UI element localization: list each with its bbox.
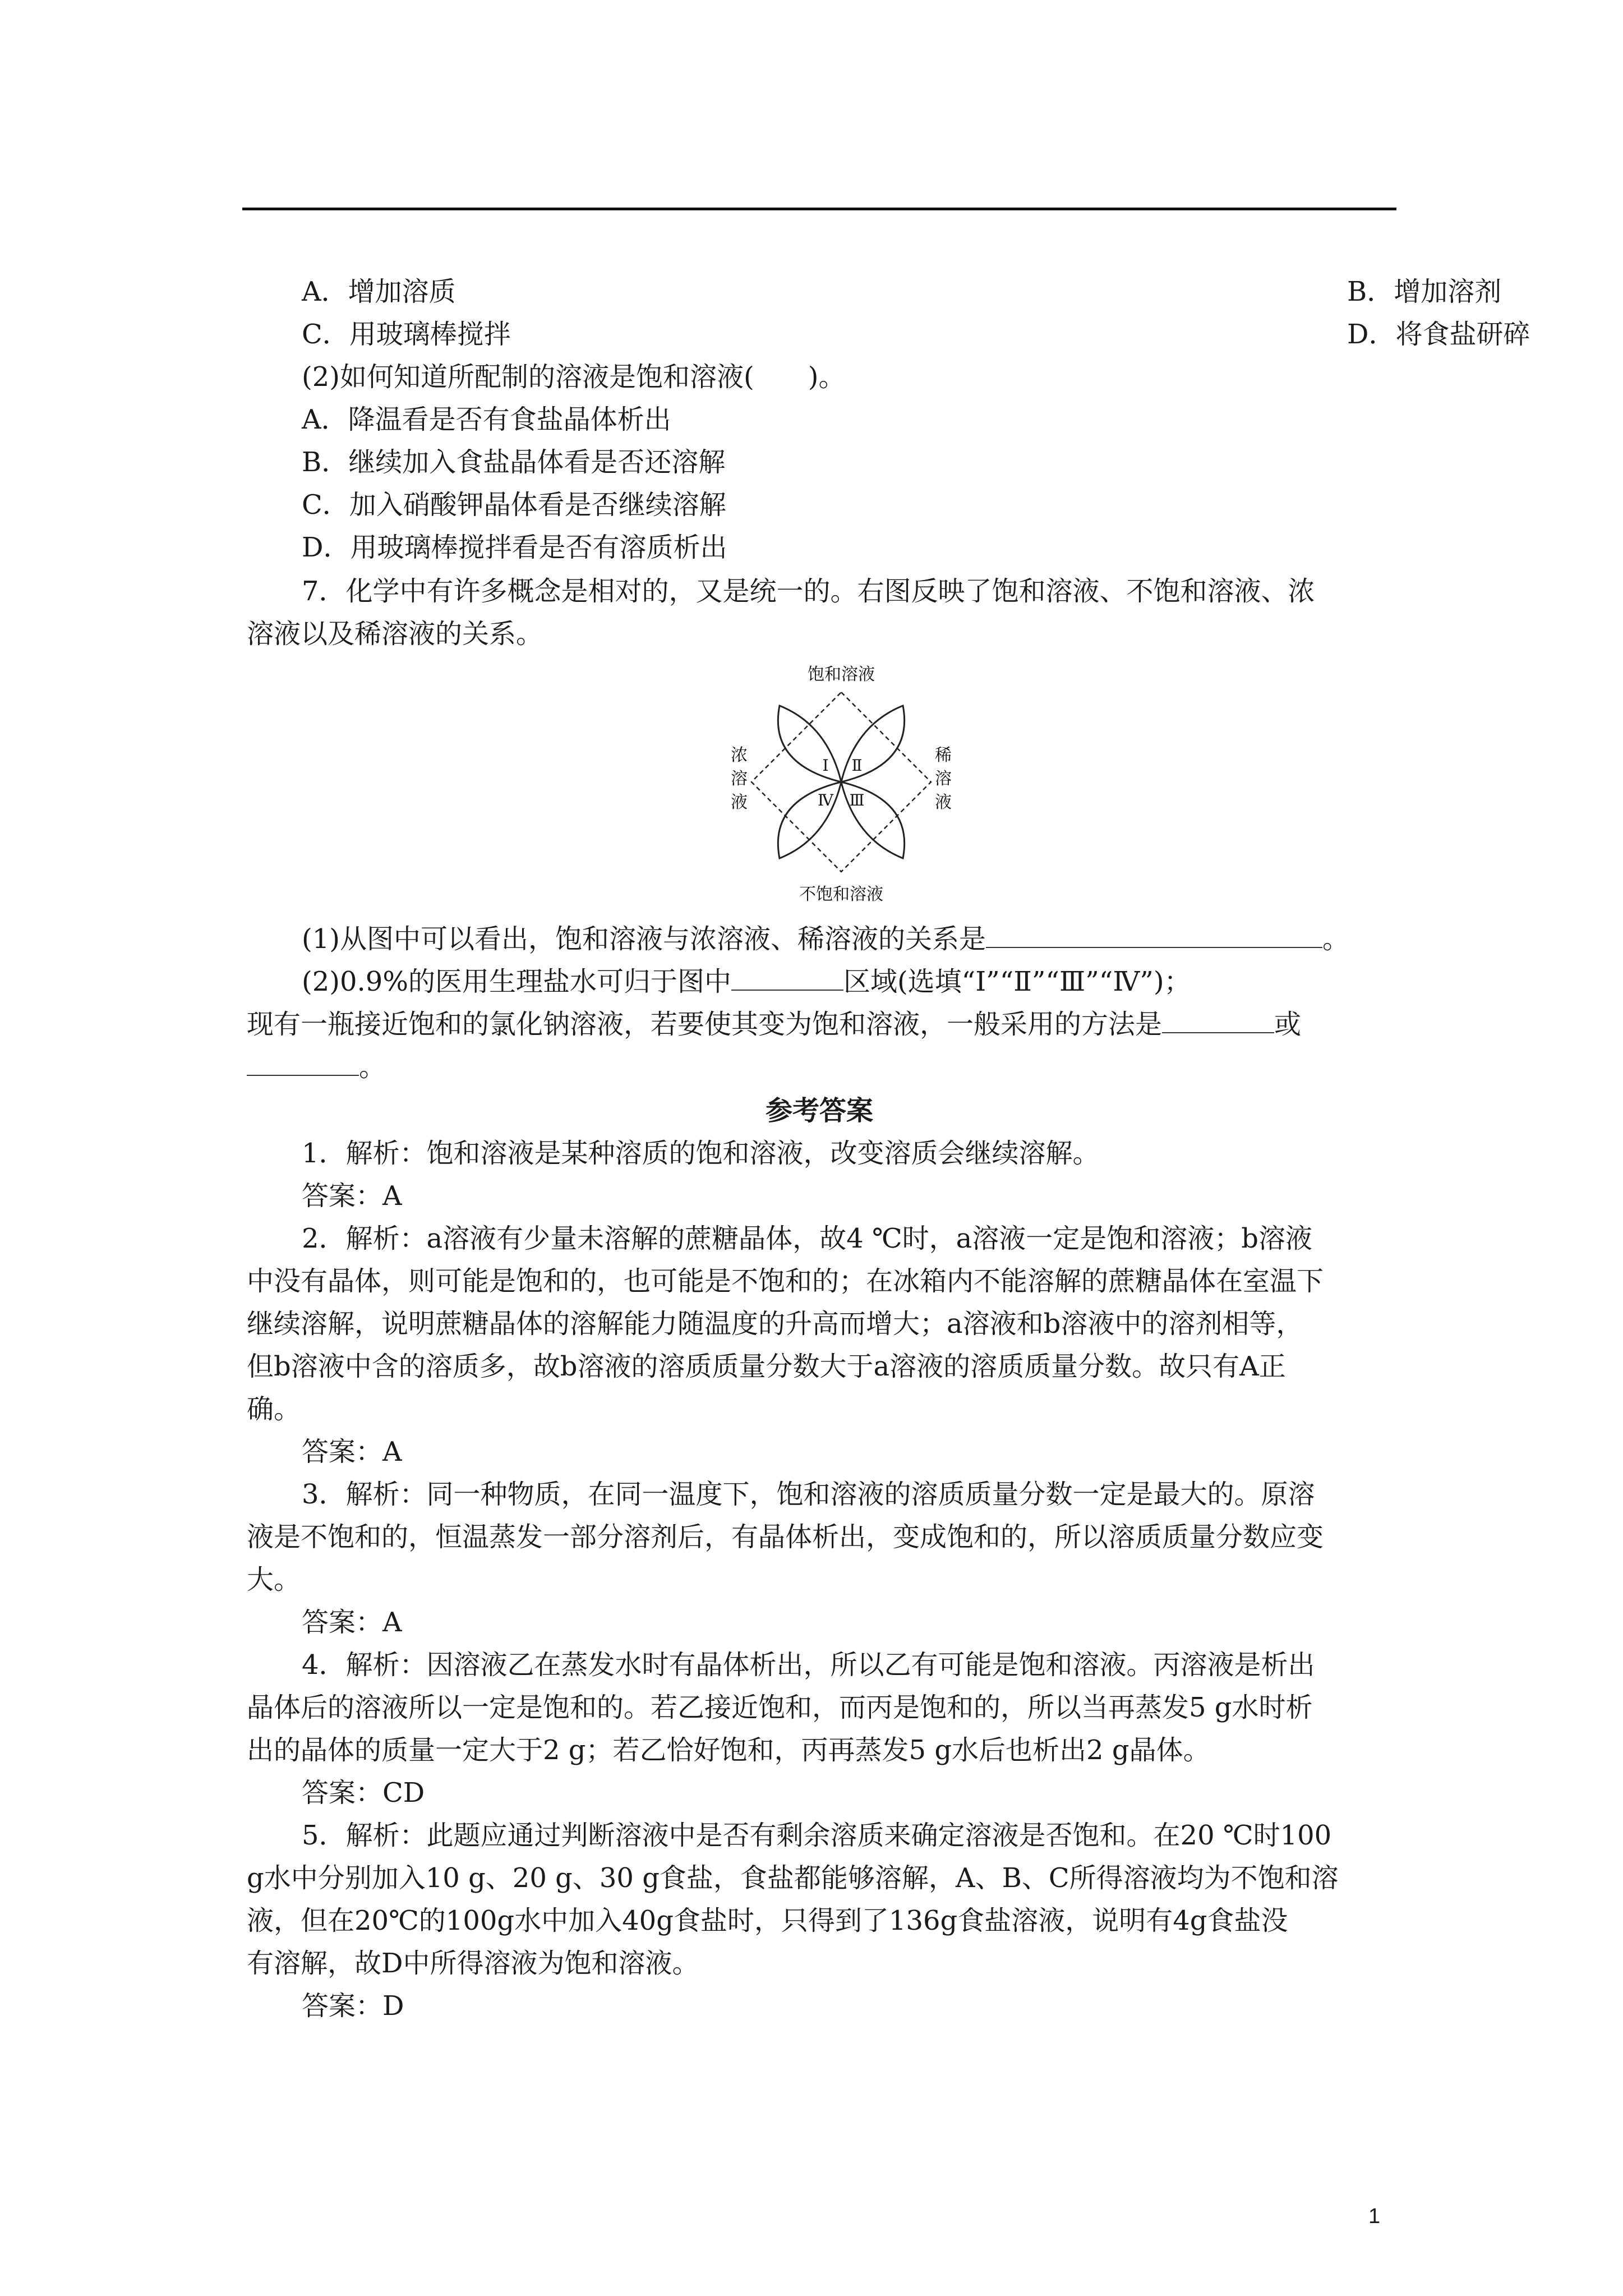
answer-3-line2: 液是不饱和的，恒温蒸发一部分溶剂后，有晶体析出，变成饱和的，所以溶质质量分数应变 [247,1521,1324,1553]
answer-4-key: 答案：CD [302,1777,425,1809]
q7-sub1-blank [986,922,1322,948]
q6-option-b: B．增加溶剂 [1347,276,1502,307]
page-number: 1 [1368,2205,1381,2228]
label-concentrated-2: 溶 [731,769,748,789]
answer-4-line2: 晶体后的溶液所以一定是饱和的。若乙接近饱和，而丙是饱和的，所以当再蒸发5 g水时析 [247,1692,1313,1723]
q7-sub2-method-blank-1 [1162,1007,1274,1033]
q6-2-option-b: B．继续加入食盐晶体看是否还溶解 [302,447,726,478]
q6-option-d: D．将食盐研碎 [1347,319,1530,350]
label-concentrated-1: 浓 [731,746,748,765]
region-3: Ⅲ [849,791,865,809]
answer-1: 1．解析：饱和溶液是某种溶质的饱和溶液，改变溶质会继续溶解。 [302,1138,1100,1169]
q6-option-row-1 [302,270,1502,313]
label-dilute-1: 稀 [935,746,952,765]
q6-option-c: C．用玻璃棒搅拌 [302,319,511,350]
answer-5-line2: g水中分别加入10 g、20 g、30 g食盐，食盐都能够溶解，A、B、C所得溶液均为不饱和溶 [247,1862,1339,1894]
q6-2-stem: (2)如何知道所配制的溶液是饱和溶液( )。 [302,361,846,393]
q6-2-option-d: D．用玻璃棒搅拌看是否有溶质析出 [302,532,727,563]
q7-sub1 [302,918,1396,960]
q7-sub2-method-blank-2 [247,1050,359,1076]
answer-3-line1: 3．解析：同一种物质，在同一温度下，饱和溶液的溶质质量分数一定是最大的。原溶 [302,1479,1315,1510]
answer-2-key: 答案：A [302,1436,402,1467]
q7-sub2-line2 [247,1003,1396,1046]
answer-5-line4: 有溶解，故D中所得溶液为饱和溶液。 [247,1948,699,1979]
q7-sub2-line3 [247,1046,1396,1088]
solution-relationship-diagram [729,659,953,905]
region-1: Ⅰ [822,756,829,775]
q7-sub2-blank [731,965,843,991]
answer-3-line3: 大。 [247,1564,301,1595]
answer-2-line1: 2．解析：a溶液有少量未溶解的蔗糖晶体，故4 ℃时，a溶液一定是饱和溶液；b溶液 [302,1223,1312,1254]
answer-2-line3: 继续溶解，说明蔗糖晶体的溶解能力随温度的升高而增大；a溶液和b溶液中的溶剂相等， [247,1308,1303,1340]
answer-2-line4: 但b溶液中含的溶质多，故b溶液的溶质质量分数大于a溶液的溶质质量分数。故只有A正 [247,1351,1286,1382]
petal-top-left [778,706,841,782]
label-unsaturated: 不饱和溶液 [799,885,883,904]
q6-option-a: A．增加溶质 [302,276,456,307]
label-dilute-3: 液 [935,793,952,812]
q6-option-row-2 [302,313,1530,356]
region-4: Ⅳ [818,791,833,809]
q7-sub2-line2-text: 现有一瓶接近饱和的氯化钠溶液，若要使其变为饱和溶液，一般采用的方法是 [247,1009,1163,1040]
q6-2-option-a: A．降温看是否有食盐晶体析出 [302,404,671,435]
answer-2-line2: 中没有晶体，则可能是饱和的，也可能是不饱和的；在冰箱内不能溶解的蔗糖晶体在室温下 [247,1266,1324,1297]
q7-sub2-line3-end: 。 [359,1051,386,1083]
region-2: Ⅱ [851,756,863,775]
q7-sub1-end: 。 [1322,923,1350,955]
answer-5-line1: 5．解析：此题应通过判断溶液中是否有剩余溶质来确定溶液是否饱和。在20 ℃时100 [302,1820,1332,1851]
answer-1-key: 答案：A [302,1180,402,1212]
q7-sub2-or: 或 [1274,1009,1302,1040]
q6-2-option-c: C．加入硝酸钾晶体看是否继续溶解 [302,489,726,521]
q7-sub2-text: (2)0.9%的医用生理盐水可归于图中 [302,966,731,997]
answers-title: 参考答案 [765,1095,873,1126]
petal-top-right [841,706,905,782]
answer-5-key: 答案：D [302,1990,404,2022]
answer-4-line3: 出的晶体的质量一定大于2 g；若乙恰好饱和，丙再蒸发5 g水后也析出2 g晶体。 [247,1734,1210,1766]
q7-sub2-end: 区域(选填“Ⅰ”“Ⅱ”“Ⅲ”“Ⅳ”)； [843,966,1191,997]
answer-3-key: 答案：A [302,1607,402,1638]
q7-stem-line1: 7．化学中有许多概念是相对的，又是统一的。右图反映了饱和溶液、不饱和溶液、浓 [302,576,1315,607]
q7-sub1-text: (1)从图中可以看出，饱和溶液与浓溶液、稀溶液的关系是 [302,923,986,955]
label-concentrated-3: 液 [731,793,748,812]
q7-stem-line2: 溶液以及稀溶液的关系。 [247,618,543,650]
answer-2-line5: 确。 [247,1393,301,1425]
header-rule [242,208,1396,210]
label-dilute-2: 溶 [935,769,952,789]
answer-5-line3: 液，但在20℃的100g水中加入40g食盐时，只得到了136g食盐溶液，说明有4g食盐没 [247,1905,1288,1936]
q7-sub2 [302,960,1396,1003]
answer-4-line1: 4．解析：因溶液乙在蒸发水时有晶体析出，所以乙有可能是饱和溶液。丙溶液是析出 [302,1649,1315,1681]
label-saturated: 饱和溶液 [808,665,875,684]
